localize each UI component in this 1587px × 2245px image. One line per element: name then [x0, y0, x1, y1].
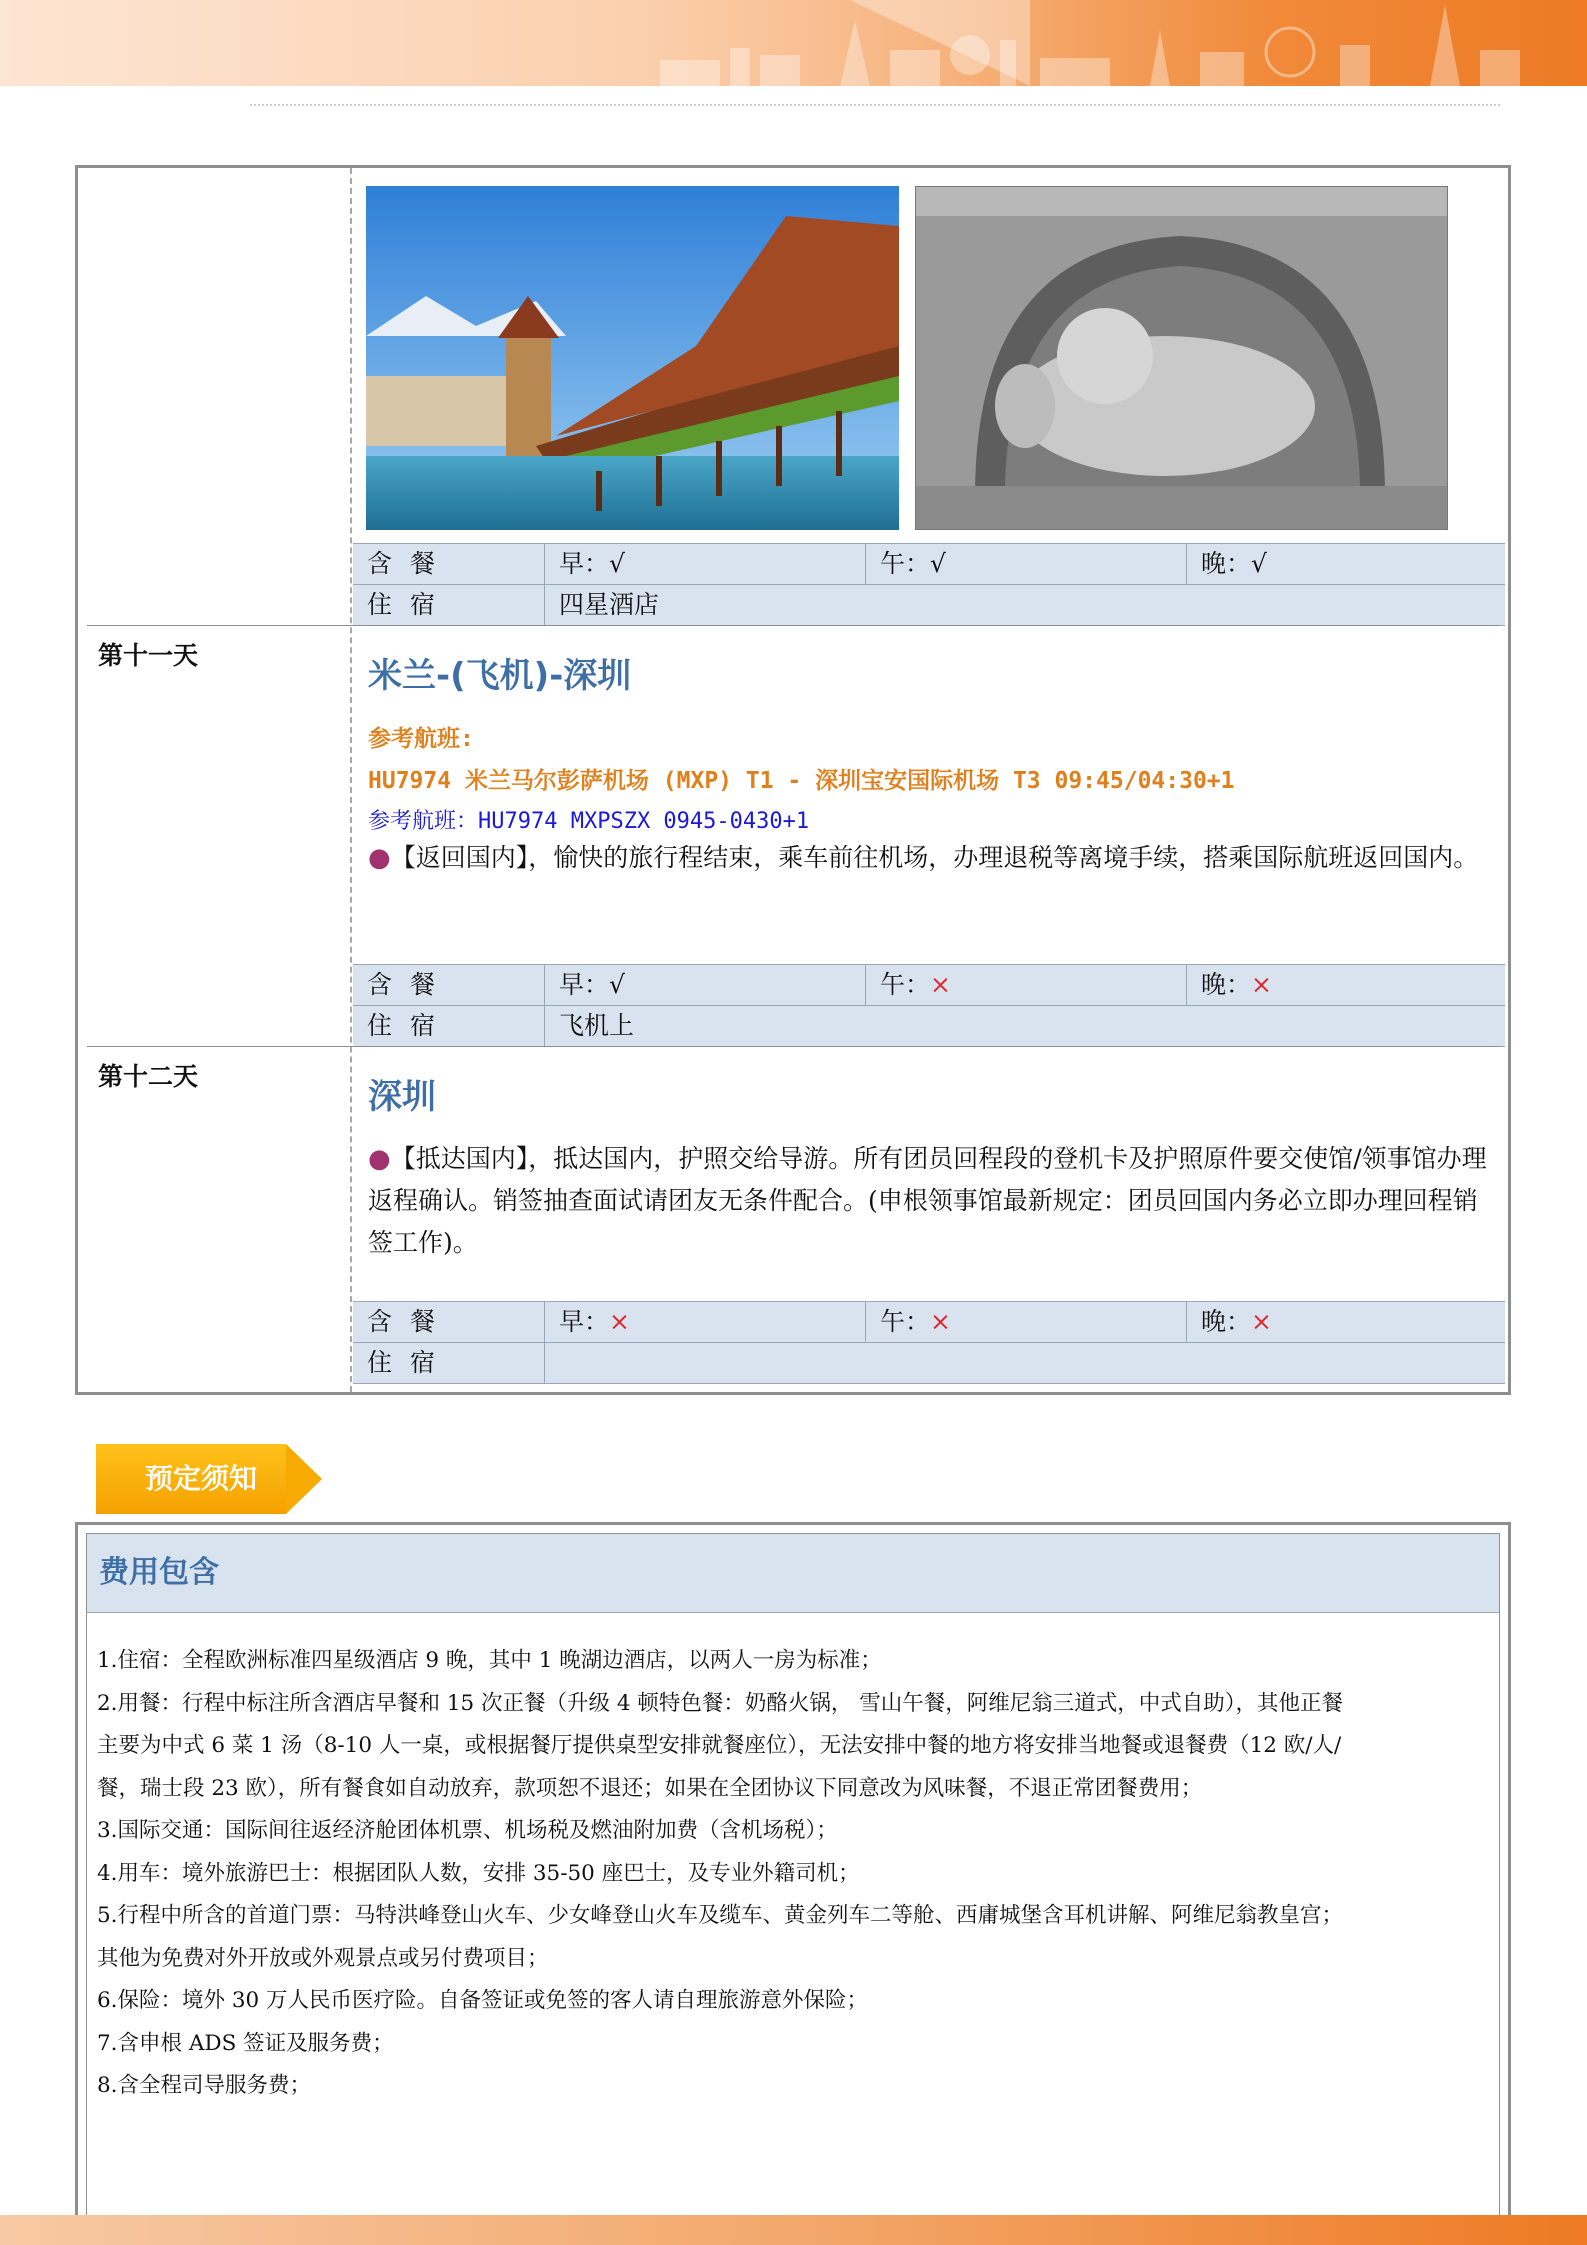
cross-icon: × [609, 1307, 630, 1336]
day11-hotel-row [353, 1005, 1505, 1047]
list-item: 8.含全程司导服务费； [97, 2073, 312, 2098]
day-column-divider [78, 168, 352, 1392]
hotel-value: 四星酒店 [559, 590, 660, 619]
cross-icon: × [1251, 1307, 1272, 1336]
breakfast-cell: 早：√ [545, 544, 866, 584]
day12-title: 深圳 [368, 1077, 436, 1117]
hotel-label: 住宿 [353, 1343, 545, 1383]
day12-meal-row [353, 1301, 1505, 1343]
list-item: 6.保险：境外 30 万人民币医疗险。自备签证或免签的客人请自理旅游意外保险； [97, 1988, 869, 2013]
cross-icon: × [930, 970, 951, 999]
day11-title: 米兰-(飞机)-深圳 [368, 656, 632, 696]
hotel-value: 飞机上 [559, 1011, 635, 1040]
fee-included-header [87, 1534, 1499, 1613]
flight-reference: 参考航班：HU7974 MXPSZX 0945-0430+1 [368, 809, 810, 834]
city-skyline-graphic [640, 0, 1540, 86]
day11-label: 第十一天 [98, 641, 199, 670]
lunch-cell: 午：√ [866, 544, 1187, 584]
day-divider [87, 625, 1499, 626]
meal-label: 含餐 [353, 1302, 545, 1342]
list-item: 1.住宿：全程欧洲标准四星级酒店 9 晚，其中 1 晚湖边酒店，以两人一房为标准； [97, 1648, 882, 1673]
fee-included-list [97, 1640, 1497, 2108]
dinner-cell: 晚：× [1201, 970, 1272, 999]
list-item: 餐，瑞士段 23 欧），所有餐食如自动放弃，款项恕不退还；如果在全团协议下同意改为风味餐，不退正常团餐费用； [97, 1775, 1203, 1801]
list-item: 其他为免费对外开放或外观景点或另付费项目； [97, 1945, 549, 1971]
day10-meal-row [353, 543, 1505, 585]
bullet-icon: ● [368, 1144, 391, 1174]
chapel-bridge-photo [366, 186, 899, 530]
day11-meal-row [353, 964, 1505, 1006]
lunch-cell: 午：× [866, 965, 1187, 1005]
day12-description [368, 1138, 1498, 1264]
meal-label: 含餐 [353, 965, 545, 1005]
header-rule [250, 104, 1500, 106]
bullet-icon: ● [368, 843, 391, 873]
flight-detail: HU7974 米兰马尔彭萨机场 (MXP) T1 - 深圳宝安国际机场 T3 09:45/04:30+1 [368, 768, 1235, 794]
booking-notes-tab [96, 1444, 324, 1514]
cross-icon: × [1251, 970, 1272, 999]
cross-icon: × [930, 1307, 951, 1336]
day11-desc-text: 【返回国内】，愉快的旅行程结束，乘车前往机场，办理退税等离境手续，搭乘国际航班返回国内。 [390, 843, 1479, 872]
list-item: 5.行程中所含的首道门票：马特洪峰登山火车、少女峰登山火车及缆车、黄金列车二等舱、西庸城堡含耳机讲解、阿维尼翁教皇宫； [97, 1903, 1344, 1928]
meal-label: 含餐 [353, 544, 545, 584]
list-item: 7.含申根 ADS 签证及服务费； [97, 2030, 394, 2056]
dinner-cell: 晚：√ [1201, 549, 1267, 578]
day11-description [368, 837, 1498, 879]
breakfast-cell: 早：√ [545, 965, 866, 1005]
lunch-cell: 午：× [866, 1302, 1187, 1342]
list-item: 3.国际交通：国际间往返经济舱团体机票、机场税及燃油附加费（含机场税）； [97, 1818, 838, 1843]
list-item: 4.用车：境外旅游巴士：根据团队人数，安排 35-50 座巴士，及专业外籍司机； [97, 1860, 860, 1886]
itinerary-table [75, 165, 1511, 1395]
breakfast-cell: 早：× [545, 1302, 866, 1342]
lion-monument-photo [915, 186, 1448, 530]
day12-label: 第十二天 [98, 1062, 199, 1091]
day12-desc-text: 【抵达国内】，抵达国内，护照交给导游。所有团员回程段的登机卡及护照原件要交使馆/领事馆办理返程确认。销签抽查面试请团友无条件配合。(申根领事馆最新规定：团员回国内务必立即办理回程销签工作)。 [368, 1144, 1487, 1257]
day10-hotel-row [353, 584, 1505, 626]
list-item: 主要为中式 6 菜 1 汤（8-10 人一桌，或根据餐厅提供桌型安排就餐座位），无法安排中餐的地方将安排当地餐或退餐费（12 欧/人/ [97, 1733, 1342, 1758]
day-divider [87, 1046, 1499, 1047]
bottom-banner [0, 2215, 1587, 2245]
hotel-value [545, 1343, 1505, 1383]
hotel-label: 住宿 [353, 585, 545, 625]
dinner-cell: 晚：× [1201, 1307, 1272, 1336]
fee-included-inner [86, 1533, 1500, 2215]
day12-hotel-row [353, 1342, 1505, 1384]
list-item: 2.用餐：行程中标注所含酒店早餐和 15 次正餐（升级 4 顿特色餐：奶酪火锅， 雪山午餐，阿维尼翁三道式，中式自助），其他正餐 [97, 1690, 1343, 1716]
top-banner [0, 0, 1587, 86]
flight-heading: 参考航班: [368, 726, 474, 752]
fee-included-box [75, 1522, 1511, 2215]
tab-label: 预定须知 [144, 1462, 257, 1495]
fee-included-title: 费用包含 [99, 1555, 219, 1590]
hotel-label: 住宿 [353, 1006, 545, 1046]
